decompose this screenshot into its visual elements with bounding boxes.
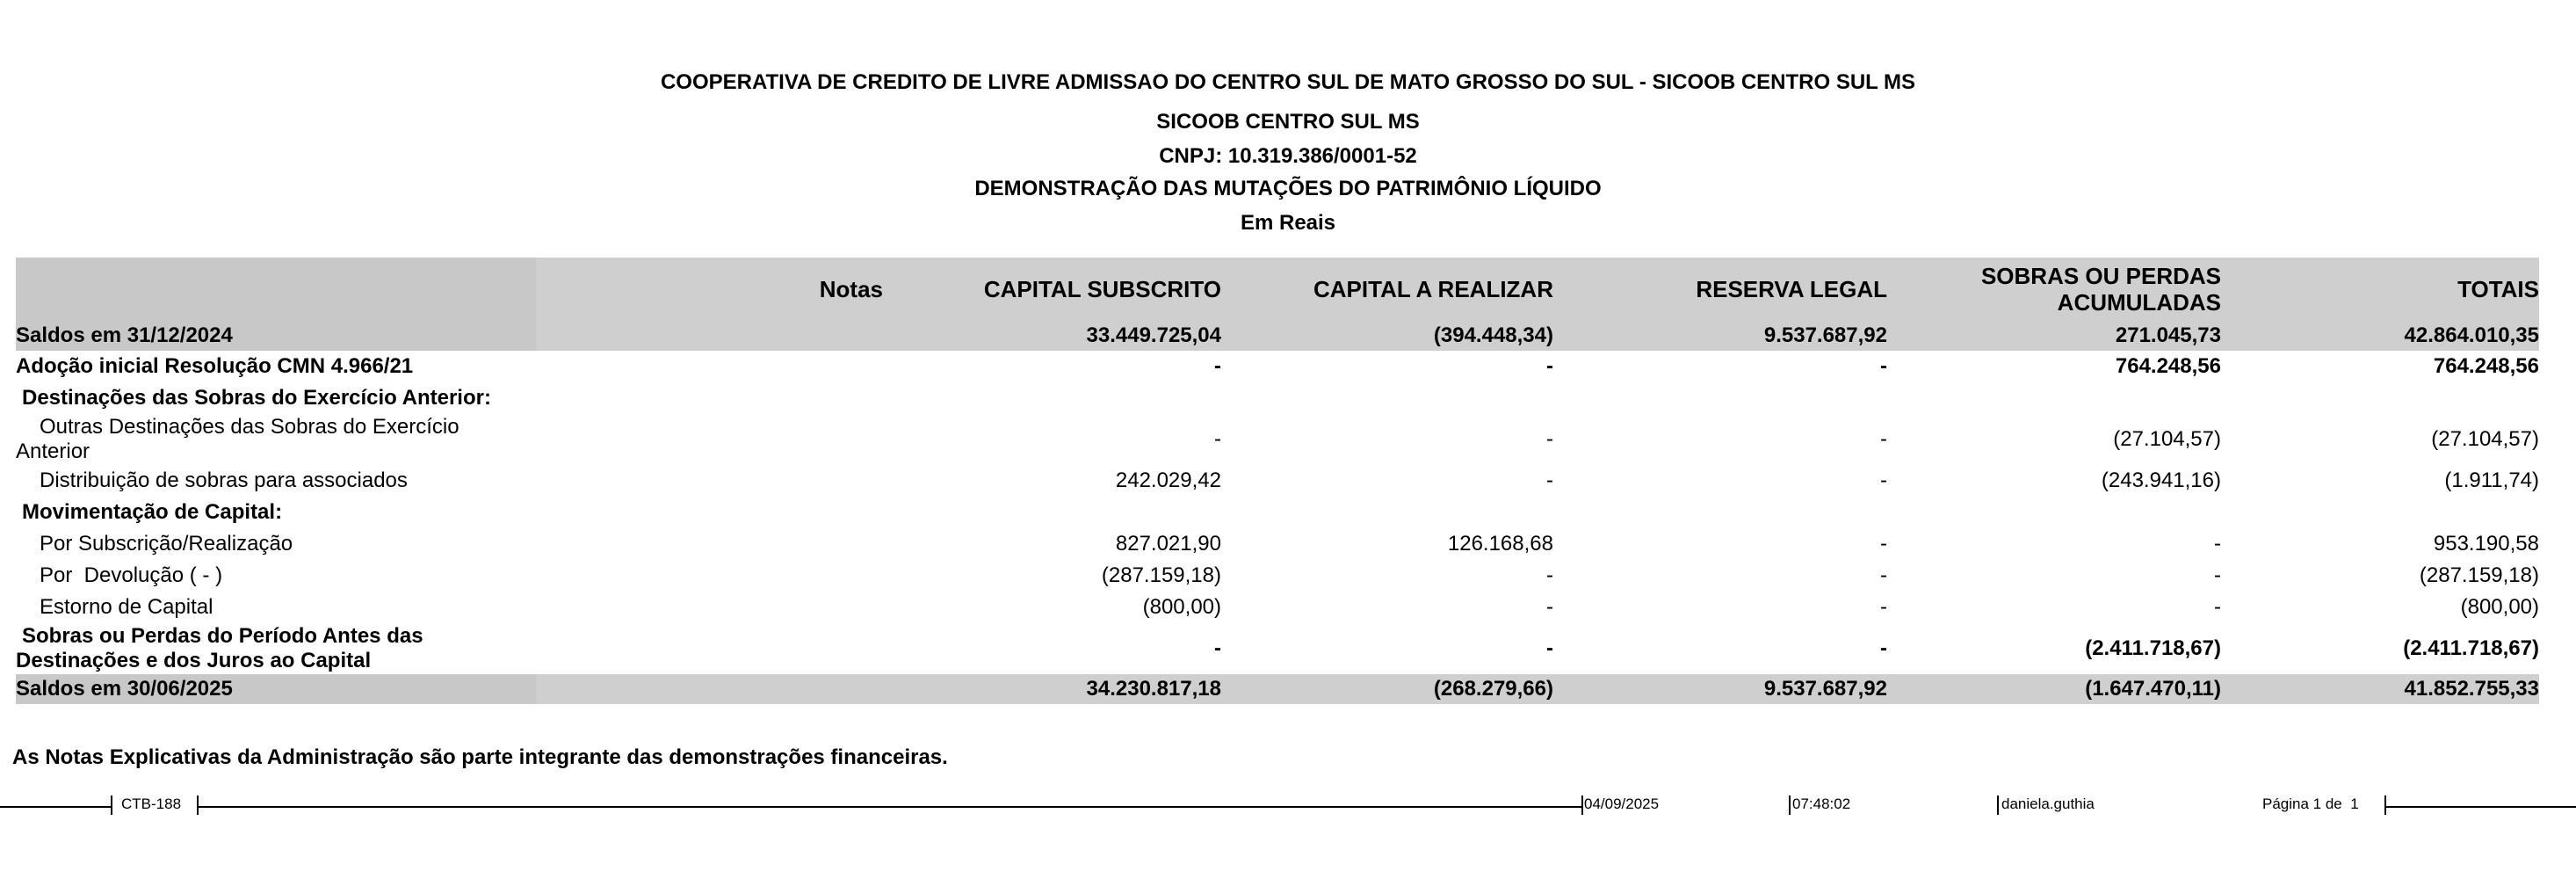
cell-capital-subscrito: 34.230.817,18 [887, 674, 1221, 704]
cell-capital-a-realizar: 126.168,68 [1447, 532, 1553, 556]
table-header-row [16, 258, 2539, 321]
row-notas [536, 321, 887, 351]
cell-sobras-ou-perdas: 764.248,56 [2115, 354, 2221, 378]
table-row [16, 560, 2539, 592]
row-label: Outras Destinações das Sobras do Exercício Anterior [16, 415, 459, 463]
table-row-saldo-final [16, 674, 2539, 704]
row-label: Adoção inicial Resolução CMN 4.966/21 [16, 354, 414, 378]
cell-reserva-legal: - [1880, 636, 1887, 660]
cell-capital-a-realizar: - [1546, 563, 1553, 587]
footer-page: Página 1 de 1 [2262, 795, 2359, 812]
company-name: COOPERATIVA DE CREDITO DE LIVRE ADMISSAO DO CENTRO SUL DE MATO GROSSO DO SUL - SICOOB CENTRO SUL MS [660, 70, 1916, 94]
footer-time: 07:48:02 [1792, 795, 1851, 812]
footer-tick [197, 795, 199, 815]
row-notas [536, 351, 887, 382]
cell-reserva-legal: 9.537.687,92 [1553, 674, 1887, 704]
header-blank [16, 258, 536, 321]
cell-capital-subscrito: - [1214, 636, 1221, 660]
cell-reserva-legal: - [1880, 532, 1887, 556]
cell-totais: (287.159,18) [2419, 563, 2539, 587]
header-notas: Notas [536, 258, 887, 321]
cell-capital-a-realizar: - [1546, 427, 1553, 451]
table-row [16, 623, 2539, 674]
footer-tick [1997, 795, 1999, 815]
cell-reserva-legal: - [1880, 595, 1887, 619]
row-label: Por Subscrição/Realização [40, 532, 293, 556]
row-label: Distribuição de sobras para associados [40, 469, 408, 492]
table-row [16, 528, 2539, 560]
footer-rule [197, 806, 1583, 808]
report-title: DEMONSTRAÇÃO DAS MUTAÇÕES DO PATRIMÔNIO LÍQUIDO [974, 177, 1602, 200]
row-notas [536, 465, 887, 497]
cell-reserva-legal: - [1880, 354, 1887, 378]
row-notas [536, 623, 887, 674]
cell-reserva-legal: 9.537.687,92 [1553, 321, 1887, 351]
cell-capital-a-realizar: - [1546, 636, 1553, 660]
cell-sobras-ou-perdas: (243.941,16) [2101, 469, 2221, 492]
cell-capital-a-realizar: (394.448,34) [1221, 321, 1553, 351]
cell-reserva-legal: - [1880, 563, 1887, 587]
footer-user: daniela.guthia [2001, 795, 2095, 812]
cell-capital-a-realizar: - [1546, 469, 1553, 492]
cell-sobras-ou-perdas: 271.045,73 [1887, 321, 2221, 351]
footnote: As Notas Explicativas da Administração são parte integrante das demonstrações financeiras. [12, 745, 948, 769]
row-notas [536, 560, 887, 592]
cell-sobras-ou-perdas: - [2214, 532, 2221, 556]
footer-code: CTB-188 [121, 795, 182, 812]
row-label: Por Devolução ( - ) [40, 563, 223, 587]
footer-tick [2384, 795, 2386, 815]
cell-capital-subscrito: 242.029,42 [1115, 469, 1221, 492]
row-label: Sobras ou Perdas do Período Antes das Destinações e dos Juros ao Capital [16, 624, 423, 672]
cell-sobras-ou-perdas: (1.647.470,11) [1887, 674, 2221, 704]
table-row-saldo-inicial [16, 321, 2539, 351]
cell-sobras-ou-perdas: (2.411.718,67) [2085, 636, 2221, 660]
footer-tick [1581, 795, 1583, 815]
cell-totais: 953.190,58 [2433, 532, 2539, 556]
section-label: Destinações das Sobras do Exercício Anterior: [22, 386, 491, 410]
cell-totais: (2.411.718,67) [2403, 636, 2539, 660]
row-notas [536, 674, 887, 704]
table-row [16, 592, 2539, 623]
cell-capital-a-realizar: - [1546, 354, 1553, 378]
cell-capital-subscrito: (800,00) [1142, 595, 1221, 619]
header-totais: TOTAIS [2221, 258, 2539, 321]
cell-sobras-ou-perdas: - [2214, 595, 2221, 619]
header-capital-subscrito: CAPITAL SUBSCRITO [887, 258, 1221, 321]
cell-capital-a-realizar: (268.279,66) [1221, 674, 1553, 704]
row-notas [536, 528, 887, 560]
row-label: Saldos em 31/12/2024 [16, 321, 536, 351]
row-notas [536, 592, 887, 623]
equity-changes-table [16, 258, 2539, 704]
footer-tick [111, 795, 112, 815]
cell-totais: 764.248,56 [2433, 354, 2539, 378]
cell-capital-subscrito: - [1214, 354, 1221, 378]
cell-totais: 41.852.755,33 [2221, 674, 2539, 704]
cell-totais: 42.864.010,35 [2221, 321, 2539, 351]
cell-capital-subscrito: 827.021,90 [1115, 532, 1221, 556]
cell-sobras-ou-perdas: - [2214, 563, 2221, 587]
row-label: Estorno de Capital [40, 595, 213, 619]
footer-rule [2384, 806, 2576, 808]
cell-capital-subscrito: (287.159,18) [1101, 563, 1221, 587]
table-row [16, 465, 2539, 497]
table-row [16, 351, 2539, 382]
cell-totais: (800,00) [2460, 595, 2539, 619]
company-short-name: SICOOB CENTRO SUL MS [1156, 110, 1420, 134]
cell-reserva-legal: - [1880, 427, 1887, 451]
cell-capital-subscrito: - [1214, 427, 1221, 451]
cell-capital-a-realizar: - [1546, 595, 1553, 619]
header-capital-a-realizar: CAPITAL A REALIZAR [1221, 258, 1553, 321]
row-label: Saldos em 30/06/2025 [16, 674, 536, 704]
cell-reserva-legal: - [1880, 469, 1887, 492]
cell-totais: (1.911,74) [2444, 469, 2539, 492]
cnpj: CNPJ: 10.319.386/0001-52 [1159, 144, 1417, 168]
table-section-row [16, 382, 2539, 414]
footer-tick [1789, 795, 1791, 815]
cell-sobras-ou-perdas: (27.104,57) [2113, 427, 2221, 451]
header-sobras-ou-perdas: SOBRAS OU PERDAS ACUMULADAS [1887, 258, 2221, 321]
table-row [16, 414, 2539, 465]
footer-rule [0, 806, 112, 808]
row-notas [536, 414, 887, 465]
section-label: Movimentação de Capital: [22, 500, 283, 524]
footer-date: 04/09/2025 [1584, 795, 1660, 812]
report-currency: Em Reais [1240, 211, 1336, 235]
table-section-row [16, 497, 2539, 528]
cell-totais: (27.104,57) [2431, 427, 2539, 451]
cell-capital-subscrito: 33.449.725,04 [887, 321, 1221, 351]
header-reserva-legal: RESERVA LEGAL [1553, 258, 1887, 321]
